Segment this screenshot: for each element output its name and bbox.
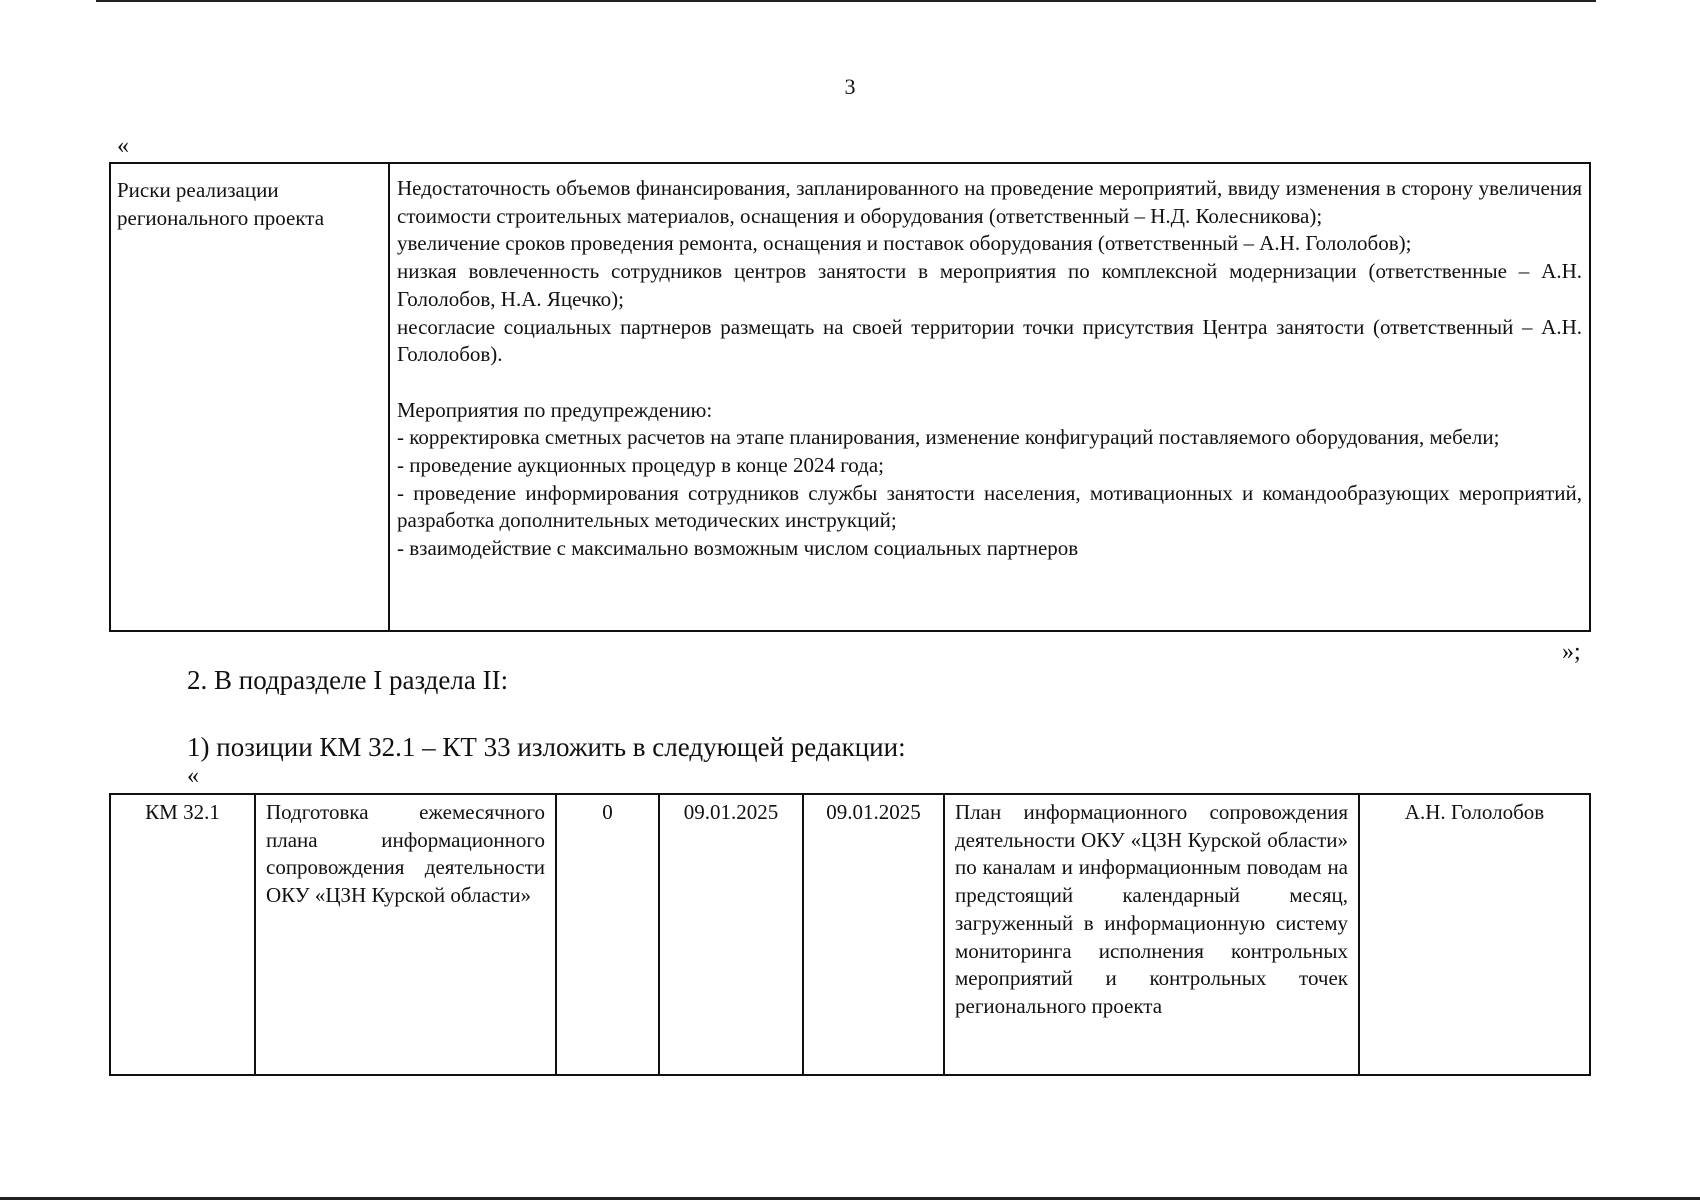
km-end-date-cell: 09.01.2025	[804, 795, 945, 1074]
risk-paragraph: Недостаточность объемов финансирования, запланированного на проведение мероприятий, ввиду изменения в сторону увеличения стоимости строительных материалов, оснащения и оборудования (ответственный – Н.Д. Колесникова);	[397, 176, 1582, 228]
risks-label: Риски реализации регионального проекта	[111, 164, 390, 630]
paragraph-spacer	[397, 369, 1582, 397]
risk-paragraph: низкая вовлеченность сотрудников центров занятости в мероприятия по комплексной модернизации (ответственные – А.Н. Гололобов, Н.А. Яцечко);	[397, 259, 1582, 311]
closing-quote: »;	[1562, 639, 1581, 665]
page-number: 3	[844, 74, 856, 99]
km-start-date-cell: 09.01.2025	[660, 795, 804, 1074]
km-table	[109, 793, 1591, 1076]
measure-item: - проведение информирования сотрудников службы занятости населения, мотивационных и командообразующих мероприятий, разработка дополнительных методических инструкций;	[397, 480, 1582, 533]
km-responsible-cell: А.Н. Гололобов	[1404, 800, 1545, 824]
opening-quote: «	[187, 763, 199, 789]
opening-quote: «	[117, 133, 129, 159]
km-name-cell: Подготовка ежемесячного плана информационного сопровождения деятельности ОКУ «ЦЗН Курской области»	[256, 795, 557, 1074]
subsection-heading: 1) позиции КМ 32.1 – КТ 33 изложить в следующей редакции:	[187, 732, 906, 762]
section-heading: 2. В подразделе I раздела II:	[187, 665, 509, 695]
km-result-cell: План информационного сопровождения деятельности ОКУ «ЦЗН Курской области» по каналам и информационным поводам на предстоящий календарный месяц, загруженный в информационную систему мониторинга исполнения контрольных мероприятий и контрольных точек регионального проекта	[945, 795, 1360, 1074]
risk-paragraph: несогласие социальных партнеров размещать на своей территории точки присутствия Центра занятости (ответственный – А.Н. Гололобов).	[397, 314, 1582, 367]
measures-title: Мероприятия по предупреждению:	[397, 397, 713, 422]
scan-edge-top	[96, 0, 1596, 2]
risks-content	[390, 164, 1589, 630]
measure-item: - корректировка сметных расчетов на этапе планирования, изменение конфигураций поставляемого оборудования, мебели;	[397, 425, 1500, 450]
measure-item: - проведение аукционных процедур в конце 2024 года;	[397, 453, 885, 478]
measure-item: - взаимодействие с максимально возможным числом социальных партнеров	[397, 536, 1079, 561]
km-code-cell: КМ 32.1	[111, 795, 256, 1074]
risks-table	[109, 162, 1591, 632]
risk-paragraph: увеличение сроков проведения ремонта, оснащения и поставок оборудования (ответственный – А.Н. Гололобов);	[397, 231, 1412, 256]
km-value-cell: 0	[557, 795, 660, 1074]
